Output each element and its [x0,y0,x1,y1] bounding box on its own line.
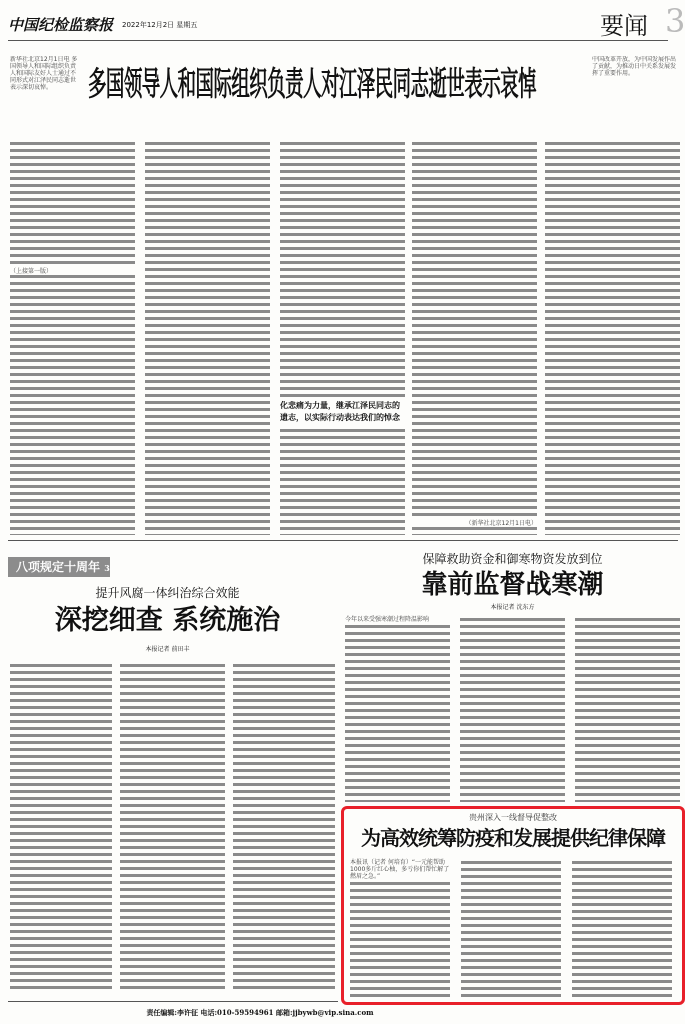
date: 2022年12月2日 [122,21,175,29]
weekday: 星期五 [176,21,198,29]
text-column [345,616,450,802]
section-rule [8,540,678,541]
banner-label: 八项规定十周年 [16,560,101,574]
left-kicker: 提升风腐一体纠治综合效能 [95,586,240,600]
right-headline: 靠前监督战寒潮 [421,570,604,600]
text-column [10,662,112,990]
boxed-lede: 本报讯（记者 何培育）“一元能帮助1000多斤红心柚，多亏你们帮忙解了燃眉之急。” [350,859,450,880]
lead-headline: 多国领导人和国际组织负责人对江泽民同志逝世表示哀悼 [88,64,536,103]
text-column [145,140,270,535]
page-number: 3 [665,2,685,40]
text-column [280,140,405,535]
text-column [412,140,537,535]
text-column [350,859,450,997]
issue-date [122,20,197,30]
header-rule [8,40,668,41]
credit: （新华社北京12月1日电） [412,520,537,527]
text-column [545,140,680,535]
footer-contact: 责任编辑:李许征 电话:010-59594961 邮箱:jjbywb@vip.sina.com [146,1008,374,1017]
text-column [572,859,672,997]
text-column [575,616,680,802]
right-kicker: 保障救助资金和御寒物资发放到位 [422,552,603,566]
masthead-logo: 中国纪检监察报 [8,16,114,34]
section-name: 要闻 [600,12,648,40]
text-column [10,140,135,535]
lead-right-intro: 中国改革开放，为中国发展作出了贡献，为推动日中关系发展发挥了重要作用。 [592,56,680,134]
right-byline: 本报记者 沈东方 [490,604,535,611]
text-column [460,616,565,802]
left-byline: 本报记者 前田丰 [145,646,190,653]
series-banner [8,557,110,577]
boxed-headline: 为高效统筹防疫和发展提供纪律保障 [361,826,665,850]
right-lede: 今年以来受强寒潮过程降温影响 [345,616,450,623]
lead-intro: 新华社北京12月1日电 多国领导人和国际组织负责人和国际友好人士通过不同形式对江泽民同志逝世表示深切哀悼。 [10,56,78,134]
text-column [233,662,335,990]
banner-number: 3 [104,563,110,573]
highlighted-article-box [341,806,685,1005]
text-column [461,859,561,997]
continued-note: （上接第一版） [10,268,135,275]
boxed-kicker: 贵州深入一线督导促整改 [469,813,557,822]
text-column [120,662,225,990]
footer-rule [8,1001,338,1002]
left-headline: 深挖细查 系统施治 [54,605,281,636]
lead-subhead: 化悲痛为力量，继承江泽民同志的遗志，以实际行动表达我们的悼念 [280,400,405,428]
